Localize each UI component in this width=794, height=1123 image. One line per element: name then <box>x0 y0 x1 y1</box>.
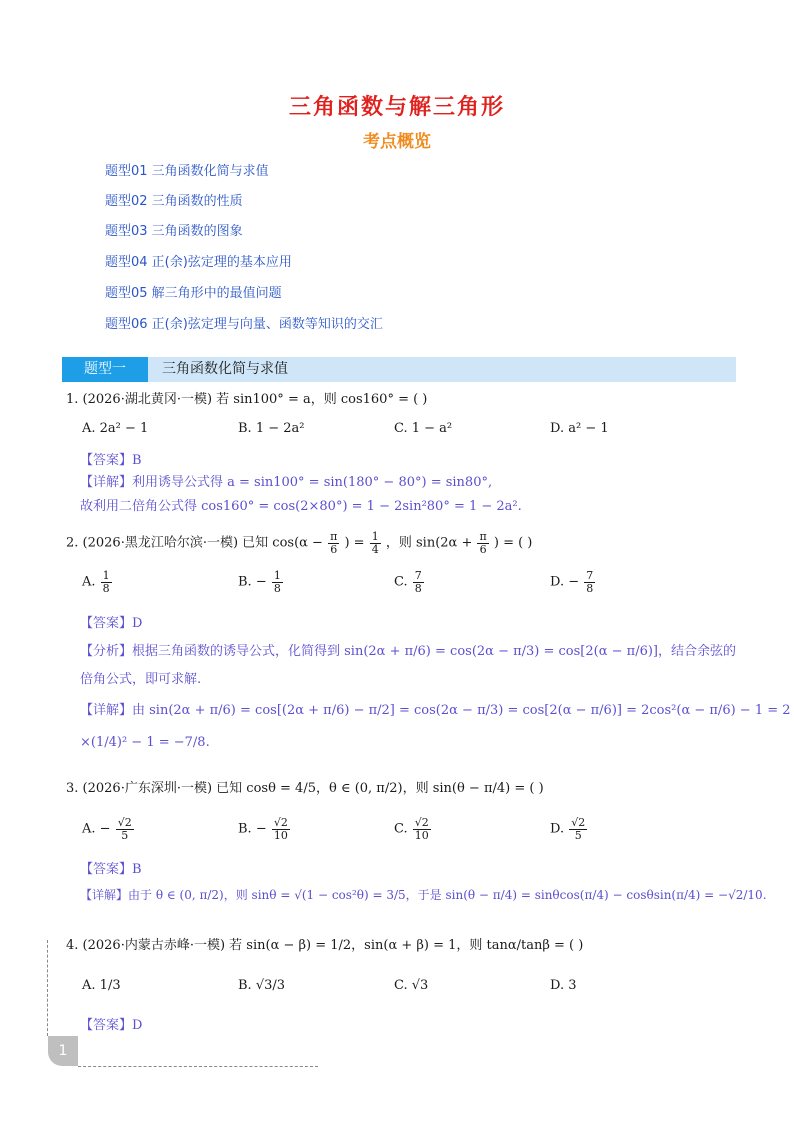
q2-detail-line1: 【详解】由 sin(2α + π/6) = cos[(2α + π/6) − π/2] = cos(2α − π/3) = cos[2(α − π/6)] = 2cos²(α − π/6) − 1 = 2 <box>80 703 791 718</box>
q3-answer: 【答案】B <box>80 862 142 877</box>
q2-detail-line2: ×(1/4)² − 1 = −7/8. <box>80 735 210 750</box>
toc-item[interactable]: 题型05 解三角形中的最值问题 <box>105 286 282 301</box>
q2-option-d <box>550 570 596 594</box>
q1-detail-line2: 故利用二倍角公式得 cos160° = cos(2×80°) = 1 − 2sin²80° = 1 − 2a². <box>80 499 522 514</box>
denominator: 6 <box>330 542 338 556</box>
numerator: 7 <box>414 569 422 582</box>
option-text: √3/3 <box>255 978 286 993</box>
question-1-stem: 1. (2026·湖北黄冈·一模) 若 sin100° = a，则 cos160° = ( ) <box>66 392 428 407</box>
fraction <box>477 531 488 555</box>
numerator: 7 <box>586 569 594 582</box>
section-header <box>62 357 736 382</box>
denominator: 5 <box>121 828 129 842</box>
q1-option-d: D. a² − 1 <box>550 421 609 436</box>
toc-item[interactable]: 题型01 三角函数化简与求值 <box>105 164 269 179</box>
fraction <box>272 817 290 841</box>
option-label: A. <box>82 978 96 993</box>
q2-option-b <box>238 570 284 594</box>
fraction <box>101 570 112 594</box>
q2-option-c <box>394 570 425 594</box>
denominator: 8 <box>273 581 281 595</box>
numerator: √2 <box>117 816 132 829</box>
q2-stem-part: ) = ( ) <box>493 535 533 551</box>
denominator: 8 <box>586 581 594 595</box>
q2-option-a <box>82 570 113 594</box>
option-label: B. <box>238 574 252 590</box>
q2-analysis-line2: 倍角公式，即可求解. <box>80 672 202 687</box>
q4-option-b <box>238 978 285 993</box>
denominator: 8 <box>414 581 422 595</box>
q2-analysis-line1: 【分析】根据三角函数的诱导公式，化简得到 sin(2α + π/6) = cos(2α − π/3) = cos[2(α − π/6)]，结合余弦的 <box>80 644 736 659</box>
fraction <box>272 570 283 594</box>
numerator: π <box>330 530 338 543</box>
toc-item[interactable]: 题型03 三角函数的图象 <box>105 224 243 239</box>
q3-option-b <box>238 817 291 841</box>
denominator: 8 <box>102 581 110 595</box>
q1-detail-line1: 【详解】利用诱导公式得 a = sin100° = sin(180° − 80°) = sin80°, <box>80 475 493 490</box>
option-label: A. <box>82 821 96 837</box>
numerator: π <box>479 530 487 543</box>
option-label: D. <box>550 574 565 590</box>
footer-dashed-line <box>78 1066 318 1067</box>
q4-option-c <box>394 978 428 993</box>
fraction <box>413 817 431 841</box>
numerator: √2 <box>273 816 288 829</box>
question-4-stem: 4. (2026·内蒙古赤峰·一模) 若 sin(α − β) = 1/2，sin(α + β) = 1，则 tanα/tanβ = ( ) <box>66 938 584 953</box>
fraction <box>584 570 595 594</box>
denominator: 10 <box>273 828 288 842</box>
numerator: √2 <box>414 816 429 829</box>
question-2-stem <box>66 531 532 555</box>
option-label: C. <box>394 574 408 590</box>
q3-detail: 【详解】由于 θ ∈ (0, π/2)，则 sinθ = √(1 − cos²θ) = 3/5，于是 sin(θ − π/4) = sinθcos(π/4) − cosθsin(π/4) = −√2/10. <box>80 888 767 902</box>
q3-option-d <box>550 817 588 841</box>
fraction <box>116 817 134 841</box>
page-number: 1 <box>48 1036 78 1066</box>
option-label: D. <box>550 978 565 993</box>
q2-stem-part: 2. (2026·黑龙江哈尔滨·一模) 已知 cos(α − <box>66 535 323 551</box>
option-sign: − <box>255 574 267 590</box>
q1-option-a: A. 2a² − 1 <box>82 421 149 436</box>
denominator: 10 <box>414 828 429 842</box>
numerator: 1 <box>102 569 110 582</box>
q1-answer: 【答案】B <box>80 453 142 468</box>
option-label: C. <box>394 978 408 993</box>
q2-stem-part: ) = <box>344 535 365 551</box>
fraction <box>370 531 381 555</box>
denominator: 4 <box>371 542 379 556</box>
q4-option-a <box>82 978 121 993</box>
numerator: 1 <box>371 530 379 543</box>
margin-dashed-line <box>47 940 48 1036</box>
q1-option-c: C. 1 − a² <box>394 421 453 436</box>
option-text: 1/3 <box>99 978 121 993</box>
option-sign: − <box>255 821 267 837</box>
page-title: 三角函数与解三角形 <box>288 95 505 120</box>
option-text: √3 <box>411 978 429 993</box>
option-label: B. <box>238 821 252 837</box>
fraction <box>413 570 424 594</box>
option-sign: − <box>568 574 580 590</box>
page-subtitle: 考点概览 <box>363 132 431 152</box>
q3-option-c <box>394 817 432 841</box>
q2-stem-part: ，则 sin(2α + <box>385 535 473 551</box>
toc-item[interactable]: 题型04 正(余)弦定理的基本应用 <box>105 255 292 270</box>
q4-answer: 【答案】D <box>80 1018 143 1033</box>
fraction <box>328 531 339 555</box>
q4-option-d <box>550 978 577 993</box>
option-label: B. <box>238 978 252 993</box>
denominator: 6 <box>479 542 487 556</box>
option-sign: − <box>99 821 111 837</box>
q1-option-b: B. 1 − 2a² <box>238 421 305 436</box>
q3-option-a <box>82 817 135 841</box>
numerator: 1 <box>273 569 281 582</box>
option-label: D. <box>550 821 565 837</box>
option-label: C. <box>394 821 408 837</box>
toc-item[interactable]: 题型02 三角函数的性质 <box>105 194 243 209</box>
toc-item[interactable]: 题型06 正(余)弦定理与向量、函数等知识的交汇 <box>105 317 383 332</box>
section-tag: 题型一 <box>62 357 148 382</box>
option-label: A. <box>82 574 96 590</box>
question-3-stem: 3. (2026·广东深圳·一模) 已知 cosθ = 4/5，θ ∈ (0, π/2)，则 sin(θ − π/4) = ( ) <box>66 781 544 796</box>
numerator: √2 <box>571 816 586 829</box>
fraction <box>569 817 587 841</box>
option-text: 3 <box>568 978 577 993</box>
section-label: 三角函数化简与求值 <box>162 361 288 377</box>
q2-answer: 【答案】D <box>80 616 143 631</box>
denominator: 5 <box>574 828 582 842</box>
